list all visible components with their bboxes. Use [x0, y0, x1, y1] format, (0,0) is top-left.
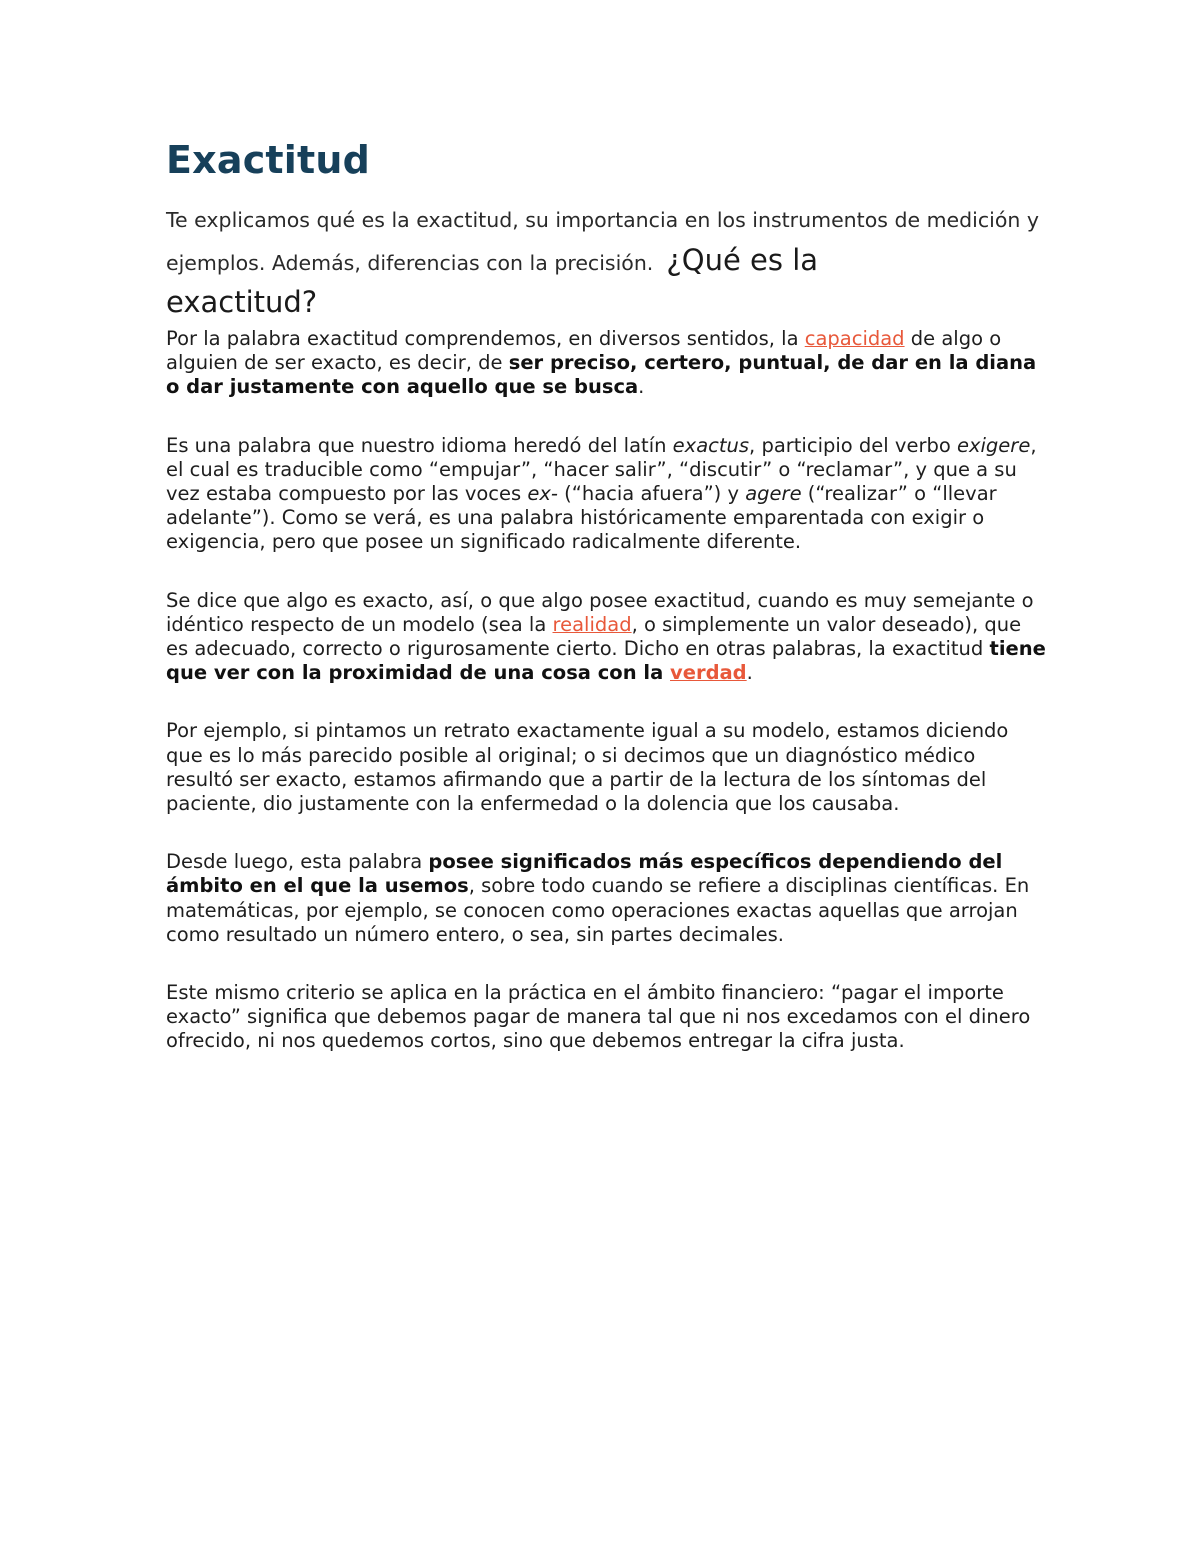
p1-text-b: de algo o alguien de ser exacto, es decir, de	[166, 327, 1002, 375]
page-title: Exactitud	[166, 138, 371, 182]
section-heading-part2: exactitud?	[166, 285, 318, 319]
p3-text-c: .	[746, 661, 753, 685]
p2-text-d: (“hacia afuera”) y	[557, 482, 746, 506]
p1-bold: ser preciso, certero, puntual, de dar en la diana o dar justamente con aquello que se busca	[166, 351, 1037, 399]
p2-italic-exactus: exactus	[672, 433, 750, 457]
p5-text-b: , sobre todo cuando se refiere a disciplinas científicas. En matemáticas, por ejemplo, se conocen como operaciones exactas aquellas que arrojan como resultado un número entero, o sea, sin partes decimales.	[166, 874, 1030, 946]
p3-text-a: Se dice que algo es exacto, así, o que algo posee exactitud, cuando es muy semejante o idéntico respecto de un modelo (sea la	[166, 588, 1034, 636]
p2-italic-agere: agere	[745, 482, 802, 506]
p2-italic-exigere: exigere	[956, 433, 1031, 457]
paragraph-2	[166, 434, 1046, 555]
link-realidad[interactable]: realidad	[552, 612, 632, 636]
p1-text-c: .	[638, 375, 645, 399]
p3-bold: tiene que ver con la proximidad de una cosa con la	[166, 637, 1046, 685]
intro-text: Te explicamos qué es la exactitud, su importancia en los instrumentos de medición y ejemplos. Además, diferencias con la precisión.	[166, 208, 1040, 275]
paragraph-5	[166, 850, 1046, 947]
link-capacidad[interactable]: capacidad	[804, 327, 905, 350]
document-page	[166, 136, 1046, 1088]
p2-text-a: Es una palabra que nuestro idioma heredó del latín	[166, 433, 673, 457]
p2-text-e: (“realizar” o “llevar adelante”). Como se verá, es una palabra históricamente emparentada con exigir o exigencia, pero que posee un significado radicalmente diferente.	[166, 482, 997, 554]
p5-bold: posee significados más específicos dependiendo del ámbito en el que la usemos	[166, 850, 1003, 898]
intro-paragraph	[166, 200, 1046, 321]
section-heading-part1: ¿Qué es la	[666, 243, 819, 277]
p1-text-a: Por la palabra exactitud comprendemos, en diversos sentidos, la	[166, 327, 805, 350]
paragraph-1	[166, 327, 1046, 400]
paragraph-4: Por ejemplo, si pintamos un retrato exactamente igual a su modelo, estamos diciendo que es lo más parecido posible al original; o si decimos que un diagnóstico médico resultó ser exacto, estamos afirmando que a partir de la lectura de los síntomas del paciente, dio justamente con la enfermedad o la dolencia que los causaba.	[166, 719, 1009, 816]
p2-text-c: , el cual es traducible como “empujar”, “hacer salir”, “discutir” o “reclamar”, y que a su vez estaba compuesto por las voces	[166, 433, 1037, 506]
p5-text-a: Desde luego, esta palabra	[166, 850, 429, 874]
p3-text-b: , o simplemente un valor deseado), que es adecuado, correcto o rigurosamente cierto. Dicho en otras palabras, la exactitud	[166, 612, 1022, 661]
paragraph-6: Este mismo criterio se aplica en la práctica en el ámbito financiero: “pagar el importe exacto” significa que debemos pagar de manera tal que ni nos excedamos con el dinero ofrecido, ni nos quedemos cortos, sino que debemos entregar la cifra justa.	[166, 981, 1031, 1053]
p2-italic-ex: ex-	[527, 482, 558, 506]
paragraph-3	[166, 589, 1046, 686]
link-verdad[interactable]: verdad	[670, 661, 747, 685]
p2-text-b: , participio del verbo	[749, 433, 957, 457]
